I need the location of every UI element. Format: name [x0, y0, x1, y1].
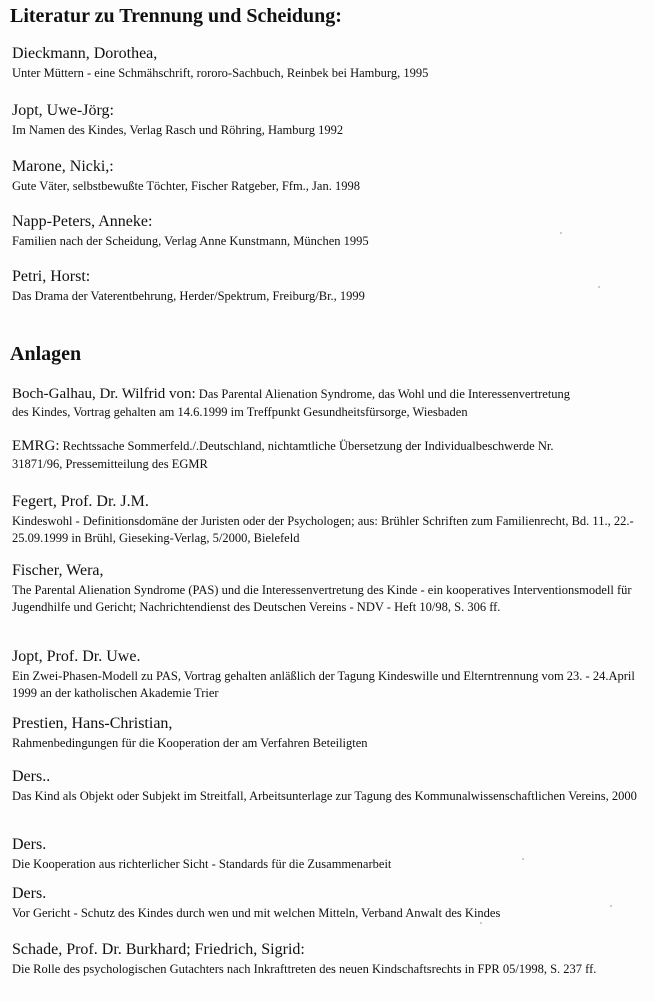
- entry-author: Dieckmann, Dorothea,: [12, 45, 158, 62]
- anlagen-entry: [12, 648, 652, 702]
- entry-author: EMRG:: [12, 438, 60, 454]
- entry-author: Boch-Galhau, Dr. Wilfrid von:: [12, 386, 196, 402]
- literatur-entry: [12, 102, 652, 139]
- anlagen-entry: [12, 493, 652, 547]
- anlagen-entry: [12, 941, 652, 978]
- entry-detail-line: [12, 437, 652, 455]
- entry-author: Fischer, Wera,: [12, 562, 104, 579]
- entry-detail: Rahmenbedingungen für die Kooperation der am Verfahren Beteiligten: [12, 736, 368, 750]
- entry-detail: Das Drama der Vaterentbehrung, Herder/Spektrum, Freiburg/Br., 1999: [12, 289, 365, 303]
- anlagen-heading: Anlagen: [10, 343, 82, 365]
- anlagen-entry: [12, 885, 652, 922]
- anlagen-entry: [12, 768, 652, 805]
- literatur-entry: [12, 268, 652, 305]
- entry-detail: Das Kind als Objekt oder Subjekt im Streitfall, Arbeitsunterlage zur Tagung des Kommunalwissenschaftlichen Vereins, 2000: [12, 789, 637, 803]
- entry-detail: Die Kooperation aus richterlicher Sicht - Standards für die Zusammenarbeit: [12, 857, 392, 871]
- scan-speck: [598, 286, 600, 288]
- scan-speck: [522, 858, 524, 860]
- entry-detail-line: 31871/96, Pressemitteilung des EGMR: [12, 457, 208, 471]
- scan-speck: [560, 232, 562, 234]
- entry-detail: The Parental Alienation Syndrome (PAS) und die Interessenvertretung des Kinde - ein kooperatives Interventionsmodell für Jugendhilfe und Gericht; Nachrichtendienst des Deutschen Vereins - NDV - Heft 10/98, S. 306 ff.: [12, 583, 632, 614]
- entry-detail: Familien nach der Scheidung, Verlag Anne Kunstmann, München 1995: [12, 234, 369, 248]
- scan-speck: [480, 922, 482, 924]
- entry-detail: Im Namen des Kindes, Verlag Rasch und Röhring, Hamburg 1992: [12, 123, 344, 137]
- entry-detail: Ein Zwei-Phasen-Modell zu PAS, Vortrag gehalten anläßlich der Tagung Kindeswille und Elterntrennung vom 23. - 24.April 1999 an der katholischen Akademie Trier: [12, 669, 635, 700]
- entry-detail: Die Rolle des psychologischen Gutachters nach Inkrafttreten des neuen Kindschaftsrechts in FPR 05/1998, S. 237 ff.: [12, 962, 597, 976]
- entry-detail-text: Das Parental Alienation Syndrome, das Wohl und die Interessenvertretung: [198, 387, 571, 401]
- entry-detail: Kindeswohl - Definitionsdomäne der Juristen oder der Psychologen; aus: Brühler Schriften zum Familienrecht, Bd. 11., 22.- 25.09.1999 in Brühl, Gieseking-Verlag, 5/2000, Bielefeld: [12, 514, 634, 545]
- literatur-entry: [12, 213, 652, 250]
- anlagen-entry: [12, 715, 652, 752]
- entry-author: Fegert, Prof. Dr. J.M.: [12, 493, 149, 510]
- entry-author: Ders..: [12, 768, 51, 785]
- entry-author: Jopt, Prof. Dr. Uwe.: [12, 648, 141, 665]
- literatur-entry: [12, 45, 652, 82]
- entry-author: Schade, Prof. Dr. Burkhard; Friedrich, Sigrid:: [12, 941, 305, 958]
- anlagen-entry: [12, 437, 652, 473]
- entry-detail-line: [12, 385, 652, 403]
- anlagen-entry: [12, 836, 652, 873]
- entry-author: Napp-Peters, Anneke:: [12, 213, 153, 230]
- entry-detail: Unter Müttern - eine Schmähschrift, rororo-Sachbuch, Reinbek bei Hamburg, 1995: [12, 66, 429, 80]
- anlagen-entry: [12, 385, 652, 421]
- literatur-entry: [12, 158, 652, 195]
- scan-speck: [610, 905, 612, 907]
- entry-detail-line: des Kindes, Vortrag gehalten am 14.6.1999 im Treffpunkt Gesundheitsfürsorge, Wiesbaden: [12, 405, 468, 419]
- entry-author: Ders.: [12, 885, 47, 902]
- anlagen-entry: [12, 562, 652, 616]
- literatur-heading: Literatur zu Trennung und Scheidung:: [10, 5, 342, 27]
- entry-author: Ders.: [12, 836, 47, 853]
- entry-detail: Gute Väter, selbstbewußte Töchter, Fischer Ratgeber, Ffm., Jan. 1998: [12, 179, 360, 193]
- entry-author: Marone, Nicki,:: [12, 158, 114, 175]
- entry-detail-text: Rechtssache Sommerfeld./.Deutschland, nichtamtliche Übersetzung der Individualbeschwerde Nr.: [62, 439, 554, 453]
- entry-author: Petri, Horst:: [12, 268, 91, 285]
- entry-author: Prestien, Hans-Christian,: [12, 715, 173, 732]
- entry-author: Jopt, Uwe-Jörg:: [12, 102, 114, 119]
- entry-detail: Vor Gericht - Schutz des Kindes durch wen und mit welchen Mitteln, Verband Anwalt des Kindes: [12, 906, 501, 920]
